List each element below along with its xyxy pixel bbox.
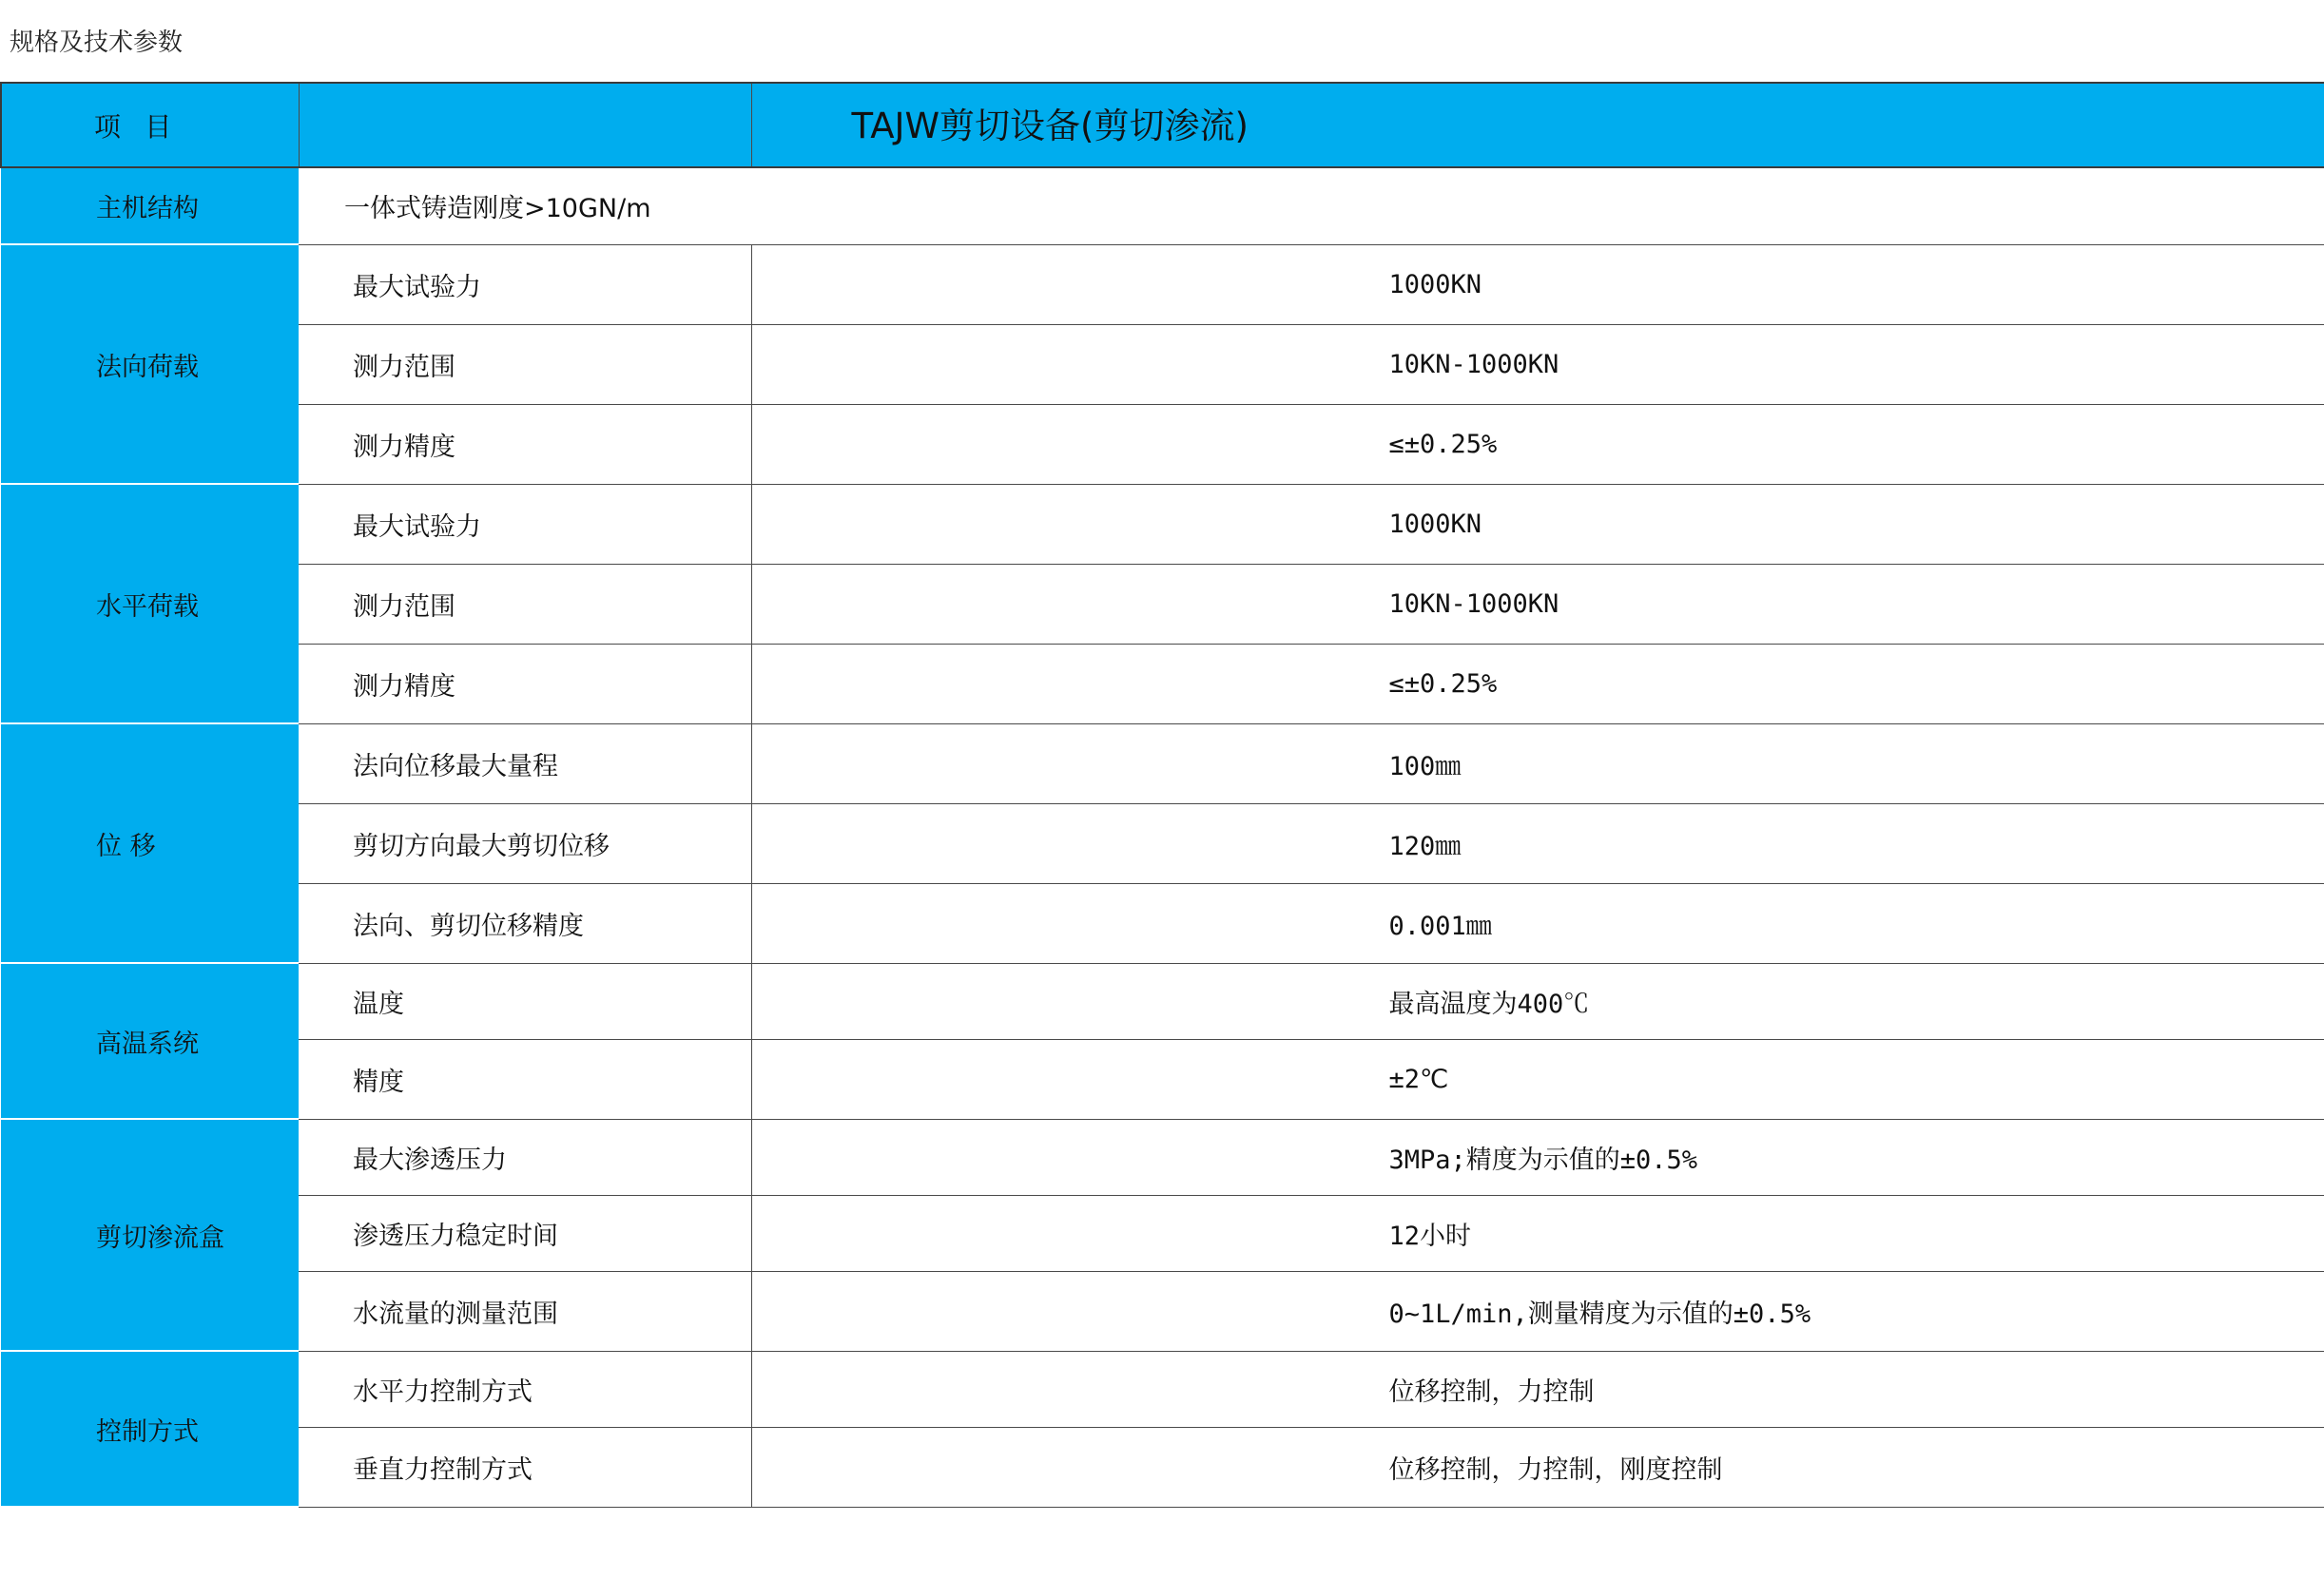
group-label-high-temp-system: 高温系统 (1, 963, 299, 1119)
value-cell: 0.001㎜ (751, 883, 2324, 963)
table-row (1, 167, 2324, 244)
table-header-row (1, 83, 2324, 167)
value-cell: 10KN-1000KN (751, 564, 2324, 644)
param-cell: 法向位移最大量程 (299, 723, 751, 803)
group-label-control-mode: 控制方式 (1, 1351, 299, 1507)
group-label-main-structure: 主机结构 (1, 167, 299, 244)
param-cell: 垂直力控制方式 (299, 1427, 751, 1507)
param-cell: 剪切方向最大剪切位移 (299, 803, 751, 883)
table-row (1, 1427, 2324, 1507)
main-structure-value: 一体式铸造刚度>10GN/m (299, 167, 2324, 244)
table-row (1, 1271, 2324, 1351)
table-row (1, 883, 2324, 963)
group-label-shear-seepage-box: 剪切渗流盒 (1, 1119, 299, 1351)
table-row (1, 644, 2324, 723)
table-row (1, 1119, 2324, 1195)
param-cell: 法向、剪切位移精度 (299, 883, 751, 963)
value-cell: ≤±0.25% (751, 404, 2324, 484)
document-title: 规格及技术参数 (10, 29, 184, 57)
param-cell: 最大渗透压力 (299, 1119, 751, 1195)
param-cell: 水流量的测量范围 (299, 1271, 751, 1351)
table-row (1, 723, 2324, 803)
value-cell: 最高温度为400℃ (751, 963, 2324, 1039)
table-row (1, 244, 2324, 324)
spec-table (0, 82, 2324, 1508)
group-label-horizontal-load: 水平荷载 (1, 484, 299, 723)
table-row (1, 324, 2324, 404)
value-cell: 位移控制，力控制 (751, 1351, 2324, 1427)
header-equipment-title: TAJW剪切设备(剪切渗流) (751, 83, 2324, 167)
value-cell: 0~1L/min,测量精度为示值的±0.5% (751, 1271, 2324, 1351)
param-cell: 最大试验力 (299, 484, 751, 564)
param-cell: 渗透压力稳定时间 (299, 1195, 751, 1271)
value-cell: 10KN-1000KN (751, 324, 2324, 404)
param-cell: 温度 (299, 963, 751, 1039)
value-cell: ≤±0.25% (751, 644, 2324, 723)
value-cell: 位移控制，力控制，刚度控制 (751, 1427, 2324, 1507)
value-cell: ±2℃ (751, 1039, 2324, 1119)
header-item-label: 项目 (1, 83, 299, 167)
param-cell: 精度 (299, 1039, 751, 1119)
param-cell: 测力精度 (299, 644, 751, 723)
table-row (1, 963, 2324, 1039)
value-cell: 120㎜ (751, 803, 2324, 883)
table-row (1, 1039, 2324, 1119)
param-cell: 最大试验力 (299, 244, 751, 324)
param-cell: 测力范围 (299, 324, 751, 404)
table-row (1, 404, 2324, 484)
table-row (1, 484, 2324, 564)
header-blank-cell (299, 83, 751, 167)
group-label-displacement: 位 移 (1, 723, 299, 963)
value-cell: 1000KN (751, 244, 2324, 324)
value-cell: 12小时 (751, 1195, 2324, 1271)
table-row (1, 1351, 2324, 1427)
table-row (1, 564, 2324, 644)
param-cell: 水平力控制方式 (299, 1351, 751, 1427)
value-cell: 1000KN (751, 484, 2324, 564)
table-row (1, 803, 2324, 883)
param-cell: 测力精度 (299, 404, 751, 484)
group-label-normal-load: 法向荷载 (1, 244, 299, 484)
table-row (1, 1195, 2324, 1271)
param-cell: 测力范围 (299, 564, 751, 644)
value-cell: 100㎜ (751, 723, 2324, 803)
value-cell: 3MPa;精度为示值的±0.5% (751, 1119, 2324, 1195)
